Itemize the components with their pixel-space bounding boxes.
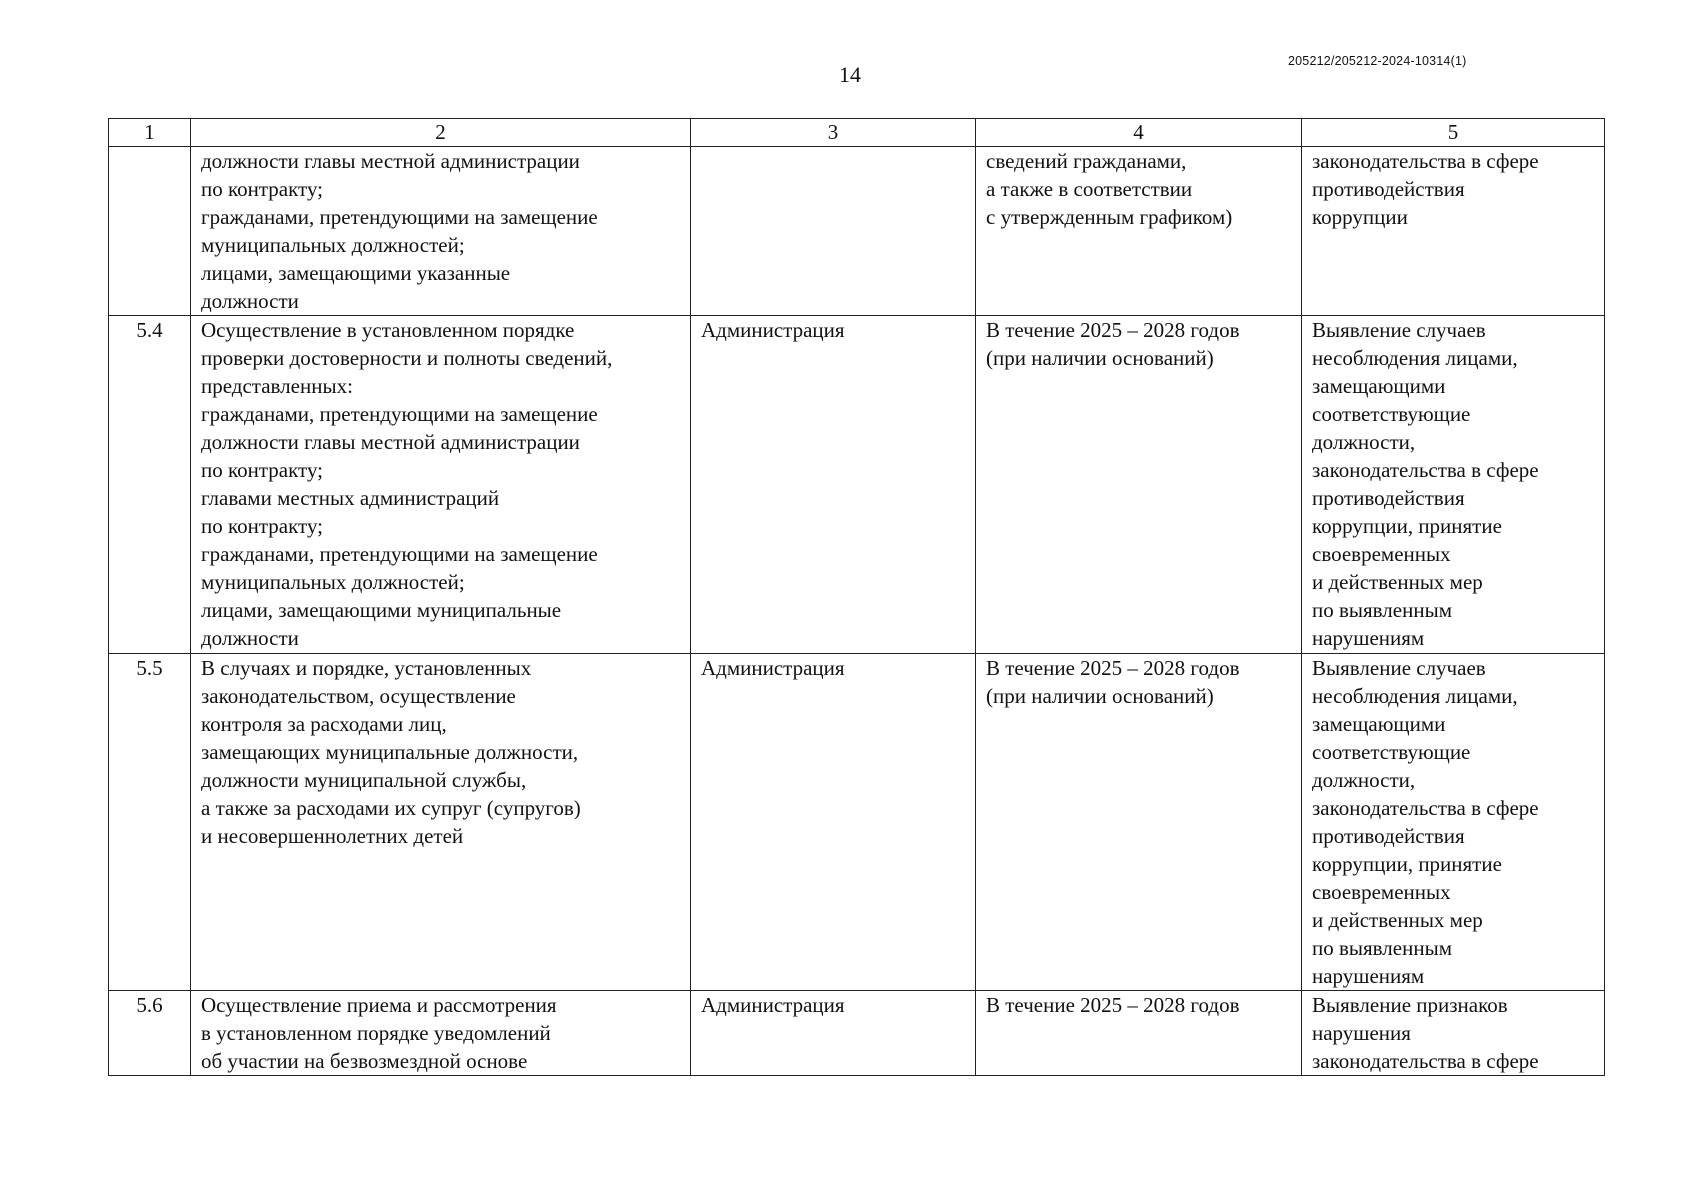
column-header-3: 3	[691, 119, 976, 147]
column-number-row	[109, 119, 1605, 147]
column-header-2: 2	[191, 119, 691, 147]
term-cell: сведений гражданами, а также в соответствии с утвержденным графиком)	[976, 147, 1302, 316]
result-cell: Выявление признаков нарушения законодательства в сфере	[1302, 991, 1605, 1076]
measure-cell: должности главы местной администрации по контракту; гражданами, претендующими на замещение муниципальных должностей; лицами, замещающими указанные должности	[191, 147, 691, 316]
row-number: 5.6	[109, 991, 191, 1076]
measure-cell: Осуществление в установленном порядке проверки достоверности и полноты сведений, представленных: гражданами, претендующими на замещение должности главы местной администрации по контракту; главами местных администраций по контракту; гражданами, претендующими на замещение муниципальных должностей; лицами, замещающими муниципальные должности	[191, 316, 691, 654]
row-number: 5.5	[109, 654, 191, 991]
table-header	[109, 119, 1605, 147]
row-number: 5.4	[109, 316, 191, 654]
table-row	[109, 654, 1605, 991]
executor-cell: Администрация	[691, 991, 976, 1076]
table-row	[109, 991, 1605, 1076]
column-header-5: 5	[1302, 119, 1605, 147]
measure-cell: В случаях и порядке, установленных законодательством, осуществление контроля за расходами лиц, замещающих муниципальные должности, должности муниципальной службы, а также за расходами их супруг (супругов) и несовершеннолетних детей	[191, 654, 691, 991]
measures-table	[108, 118, 1605, 1076]
document-code: 205212/205212-2024-10314(1)	[1288, 54, 1467, 68]
table-row	[109, 147, 1605, 316]
row-number	[109, 147, 191, 316]
result-cell: Выявление случаев несоблюдения лицами, замещающими соответствующие должности, законодательства в сфере противодействия коррупции, принятие своевременных и действенных мер по выявленным нарушениям	[1302, 654, 1605, 991]
page-number: 14	[839, 62, 861, 87]
table-row	[109, 316, 1605, 654]
result-cell: законодательства в сфере противодействия коррупции	[1302, 147, 1605, 316]
executor-cell	[691, 147, 976, 316]
executor-cell: Администрация	[691, 654, 976, 991]
executor-cell: Администрация	[691, 316, 976, 654]
term-cell: В течение 2025 – 2028 годов (при наличии оснований)	[976, 316, 1302, 654]
column-header-4: 4	[976, 119, 1302, 147]
column-header-1: 1	[109, 119, 191, 147]
term-cell: В течение 2025 – 2028 годов	[976, 991, 1302, 1076]
result-cell: Выявление случаев несоблюдения лицами, замещающими соответствующие должности, законодательства в сфере противодействия коррупции, принятие своевременных и действенных мер по выявленным нарушениям	[1302, 316, 1605, 654]
term-cell: В течение 2025 – 2028 годов (при наличии оснований)	[976, 654, 1302, 991]
measure-cell: Осуществление приема и рассмотрения в установленном порядке уведомлений об участии на безвозмездной основе	[191, 991, 691, 1076]
